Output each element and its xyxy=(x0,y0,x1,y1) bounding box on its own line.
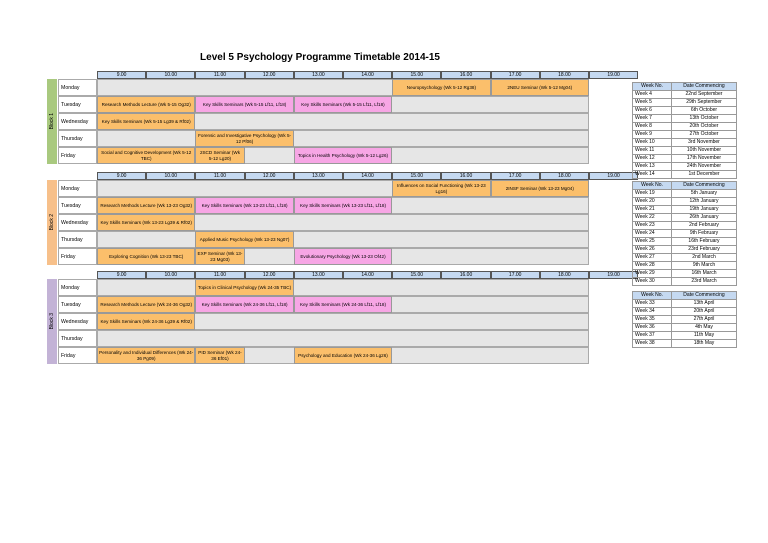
time-header: 10.00 xyxy=(146,71,195,79)
timetable-event[interactable]: Applied Music Psychology (Wk 13-23 Ng07) xyxy=(195,231,293,248)
day-row xyxy=(97,279,589,296)
week-table xyxy=(632,181,737,286)
day-label: Thursday xyxy=(58,231,97,248)
week-table-row xyxy=(633,340,737,348)
date-commencing: 29th September xyxy=(672,99,737,107)
block-label-text: Block 1 xyxy=(49,113,55,130)
week-number: Week 22 xyxy=(633,214,672,222)
week-table-row xyxy=(633,324,737,332)
date-commencing: 24th November xyxy=(672,163,737,171)
week-table-row xyxy=(633,190,737,198)
day-label: Thursday xyxy=(58,330,97,347)
date-commencing: 20th October xyxy=(672,123,737,131)
timetable-event[interactable]: Social and Cognitive Development (Wk 5-12 TBC) xyxy=(97,147,195,164)
day-label: Friday xyxy=(58,248,97,265)
date-commencing: 27th October xyxy=(672,131,737,139)
timetable-event[interactable]: 2INSF Seminar (Wk 13-23 Mg04) xyxy=(491,180,589,197)
week-number: Week 10 xyxy=(633,139,672,147)
time-header: 18.00 xyxy=(540,71,589,79)
week-number: Week 37 xyxy=(633,332,672,340)
week-table xyxy=(632,82,737,179)
week-number: Week 13 xyxy=(633,163,672,171)
week-table-row xyxy=(633,222,737,230)
time-header: 16.00 xyxy=(441,71,490,79)
date-commencing: 20th April xyxy=(672,308,737,316)
week-number: Week 30 xyxy=(633,278,672,286)
week-number: Week 5 xyxy=(633,99,672,107)
date-commencing: 16th March xyxy=(672,270,737,278)
week-table-row xyxy=(633,246,737,254)
date-commencing: 23rd March xyxy=(672,278,737,286)
day-label: Wednesday xyxy=(58,113,97,130)
week-table-row xyxy=(633,131,737,139)
week-number: Week 23 xyxy=(633,222,672,230)
timetable-event[interactable]: Key Skills Seminars (Wk 13-23 Lg39 & Rf02) xyxy=(97,214,195,231)
day-label: Friday xyxy=(58,347,97,364)
date-commencing: 6th October xyxy=(672,107,737,115)
timetable-event[interactable]: Personality and Individual Differences (Wk 24-36 Pg09) xyxy=(97,347,195,364)
time-header: 9.00 xyxy=(97,71,146,79)
date-commencing: 1st December xyxy=(672,171,737,179)
block-label xyxy=(47,79,57,164)
timetable-event[interactable]: Key Skills Seminars (Wk 24-36 Lg39 & Rf02) xyxy=(97,313,195,330)
time-header: 10.00 xyxy=(146,172,195,180)
week-table-row xyxy=(633,198,737,206)
week-table-row xyxy=(633,316,737,324)
week-number: Week 28 xyxy=(633,262,672,270)
week-table-header: Week No. xyxy=(633,83,672,91)
week-number: Week 19 xyxy=(633,190,672,198)
date-commencing: 3rd November xyxy=(672,139,737,147)
week-number: Week 36 xyxy=(633,324,672,332)
week-table-row xyxy=(633,147,737,155)
date-commencing: 9th February xyxy=(672,230,737,238)
day-label: Tuesday xyxy=(58,296,97,313)
timetable-event[interactable]: Research Methods Lecture (Wk 24-36 Og32) xyxy=(97,296,195,313)
week-table-row xyxy=(633,139,737,147)
week-table-row xyxy=(633,99,737,107)
timetable-event[interactable]: PID Seminar (Wk 24-36 Ef01) xyxy=(195,347,244,364)
week-number: Week 24 xyxy=(633,230,672,238)
week-number: Week 27 xyxy=(633,254,672,262)
timetable-event[interactable]: Key Skills Seminars (Wk 13-23 Lf11, Lf18) xyxy=(195,197,293,214)
time-header: 10.00 xyxy=(146,271,195,279)
timetable-event[interactable]: Key Skills Seminars (Wk 13-23 Lf11, Lf18) xyxy=(294,197,392,214)
time-header: 17.00 xyxy=(491,71,540,79)
timetable-event[interactable]: Forensic and Investigative Psychology (Wk 5-12 Pf06) xyxy=(195,130,293,147)
date-commencing: 16th February xyxy=(672,238,737,246)
time-header: 11.00 xyxy=(195,271,244,279)
timetable-event[interactable]: Key Skills Seminars (Wk 5-15 Lg39 & Rf02) xyxy=(97,113,195,130)
week-table-row xyxy=(633,238,737,246)
time-header: 9.00 xyxy=(97,172,146,180)
week-table-row xyxy=(633,91,737,99)
week-table-row xyxy=(633,300,737,308)
time-header: 16.00 xyxy=(441,271,490,279)
date-commencing: 2nd March xyxy=(672,254,737,262)
time-header: 12.00 xyxy=(245,71,294,79)
week-table xyxy=(632,291,737,348)
week-table-row xyxy=(633,332,737,340)
time-header: 19.00 xyxy=(589,71,638,79)
week-number: Week 8 xyxy=(633,123,672,131)
time-header: 13.00 xyxy=(294,71,343,79)
week-number: Week 9 xyxy=(633,131,672,139)
date-commencing: 19th January xyxy=(672,206,737,214)
day-label: Wednesday xyxy=(58,313,97,330)
timetable-event[interactable]: Influences on Social Functioning (Wk 13-23 Lg16) xyxy=(392,180,490,197)
date-commencing: 22nd September xyxy=(672,91,737,99)
week-table-header: Week No. xyxy=(633,182,672,190)
week-table-row xyxy=(633,107,737,115)
day-row xyxy=(97,330,589,347)
week-table-header: Week No. xyxy=(633,292,672,300)
time-header: 9.00 xyxy=(97,271,146,279)
block-label xyxy=(47,180,57,265)
week-number: Week 29 xyxy=(633,270,672,278)
week-number: Week 7 xyxy=(633,115,672,123)
timetable-event[interactable]: Key Skills Seminars (Wk 5-15 Lf11, Lf18) xyxy=(195,96,293,113)
week-table-row xyxy=(633,254,737,262)
week-number: Week 38 xyxy=(633,340,672,348)
date-commencing: 17th November xyxy=(672,155,737,163)
week-table-row xyxy=(633,155,737,163)
week-table-row xyxy=(633,308,737,316)
block-label-text: Block 2 xyxy=(49,214,55,231)
date-commencing: 10th November xyxy=(672,147,737,155)
timetable-event[interactable]: Topics in Clinical Psychology (Wk 24-35 TBC) xyxy=(195,279,293,296)
time-header: 12.00 xyxy=(245,172,294,180)
day-label: Wednesday xyxy=(58,214,97,231)
day-label: Monday xyxy=(58,279,97,296)
block-label-text: Block 3 xyxy=(49,313,55,330)
time-header: 11.00 xyxy=(195,172,244,180)
week-table-row xyxy=(633,115,737,123)
week-number: Week 14 xyxy=(633,171,672,179)
time-header: 17.00 xyxy=(491,172,540,180)
time-header: 19.00 xyxy=(589,172,638,180)
date-commencing: 23rd February xyxy=(672,246,737,254)
week-table-row xyxy=(633,270,737,278)
page-title: Level 5 Psychology Programme Timetable 2014-15 xyxy=(200,52,440,63)
date-commencing: 4th May xyxy=(672,324,737,332)
day-label: Tuesday xyxy=(58,197,97,214)
time-header: 15.00 xyxy=(392,271,441,279)
time-header: 13.00 xyxy=(294,271,343,279)
time-header: 14.00 xyxy=(343,271,392,279)
timetable-event[interactable]: Key Skills Seminars (Wk 5-15 Lf11, Lf18) xyxy=(294,96,392,113)
day-label: Monday xyxy=(58,79,97,96)
day-label: Thursday xyxy=(58,130,97,147)
week-table-row xyxy=(633,278,737,286)
timetable-event[interactable]: Key Skills Seminars (Wk 24-36 Lf11, Lf18) xyxy=(294,296,392,313)
timetable-event[interactable]: 2NEU Seminar (Wk 5-12 Mg04) xyxy=(491,79,589,96)
week-table-row xyxy=(633,163,737,171)
date-commencing: 2nd February xyxy=(672,222,737,230)
timetable-event[interactable]: Evolutionary Psychology (Wk 13-23 Of42) xyxy=(294,248,392,265)
day-row xyxy=(97,231,589,248)
time-header: 13.00 xyxy=(294,172,343,180)
time-header: 18.00 xyxy=(540,172,589,180)
week-table-header: Date Commencing xyxy=(672,83,737,91)
week-table-header: Date Commencing xyxy=(672,292,737,300)
week-table-row xyxy=(633,206,737,214)
timetable-event[interactable]: EXP Seminar (Wk 13-23 Mg03) xyxy=(195,248,244,265)
date-commencing: 26th January xyxy=(672,214,737,222)
day-row xyxy=(97,130,589,147)
block-label xyxy=(47,279,57,364)
timetable-event[interactable]: Neuropsychology (Wk 5-12 Rg38) xyxy=(392,79,490,96)
week-table-row xyxy=(633,171,737,179)
week-number: Week 11 xyxy=(633,147,672,155)
date-commencing: 9th March xyxy=(672,262,737,270)
time-header: 18.00 xyxy=(540,271,589,279)
week-number: Week 4 xyxy=(633,91,672,99)
date-commencing: 12th January xyxy=(672,198,737,206)
date-commencing: 18th May xyxy=(672,340,737,348)
week-number: Week 26 xyxy=(633,246,672,254)
timetable-event[interactable]: Topics in Health Psychology (Wk 5-12 Lg26) xyxy=(294,147,392,164)
week-table-row xyxy=(633,214,737,222)
time-header: 15.00 xyxy=(392,71,441,79)
week-number: Week 6 xyxy=(633,107,672,115)
week-number: Week 34 xyxy=(633,308,672,316)
day-label: Tuesday xyxy=(58,96,97,113)
timetable-event[interactable]: Psychology and Education (Wk 24-36 Lg26) xyxy=(294,347,392,364)
timetable-event[interactable]: Key Skills Seminars (Wk 24-36 Lf11, Lf18) xyxy=(195,296,293,313)
time-header: 15.00 xyxy=(392,172,441,180)
week-table-row xyxy=(633,123,737,131)
week-table-row xyxy=(633,230,737,238)
time-header: 14.00 xyxy=(343,71,392,79)
timetable-event[interactable]: Research Methods Lecture (Wk 13-23 Og32) xyxy=(97,197,195,214)
day-label: Monday xyxy=(58,180,97,197)
day-label: Friday xyxy=(58,147,97,164)
time-header: 19.00 xyxy=(589,271,638,279)
timetable-event[interactable]: Research Methods Lecture (Wk 5-15 Og32) xyxy=(97,96,195,113)
time-header: 11.00 xyxy=(195,71,244,79)
week-number: Week 20 xyxy=(633,198,672,206)
date-commencing: 13th October xyxy=(672,115,737,123)
week-number: Week 21 xyxy=(633,206,672,214)
time-header: 16.00 xyxy=(441,172,490,180)
timetable-event[interactable]: 2SCD Seminar (Wk 5-12 Lg20) xyxy=(195,147,244,164)
week-number: Week 12 xyxy=(633,155,672,163)
time-header: 12.00 xyxy=(245,271,294,279)
time-header: 14.00 xyxy=(343,172,392,180)
date-commencing: 5th January xyxy=(672,190,737,198)
date-commencing: 13th April xyxy=(672,300,737,308)
week-number: Week 33 xyxy=(633,300,672,308)
timetable-event[interactable]: Exploring Cognition (Wk 13-23 TBC) xyxy=(97,248,195,265)
time-header: 17.00 xyxy=(491,271,540,279)
week-table-header: Date Commencing xyxy=(672,182,737,190)
week-number: Week 35 xyxy=(633,316,672,324)
week-number: Week 25 xyxy=(633,238,672,246)
week-table-row xyxy=(633,262,737,270)
date-commencing: 27th April xyxy=(672,316,737,324)
date-commencing: 11th May xyxy=(672,332,737,340)
